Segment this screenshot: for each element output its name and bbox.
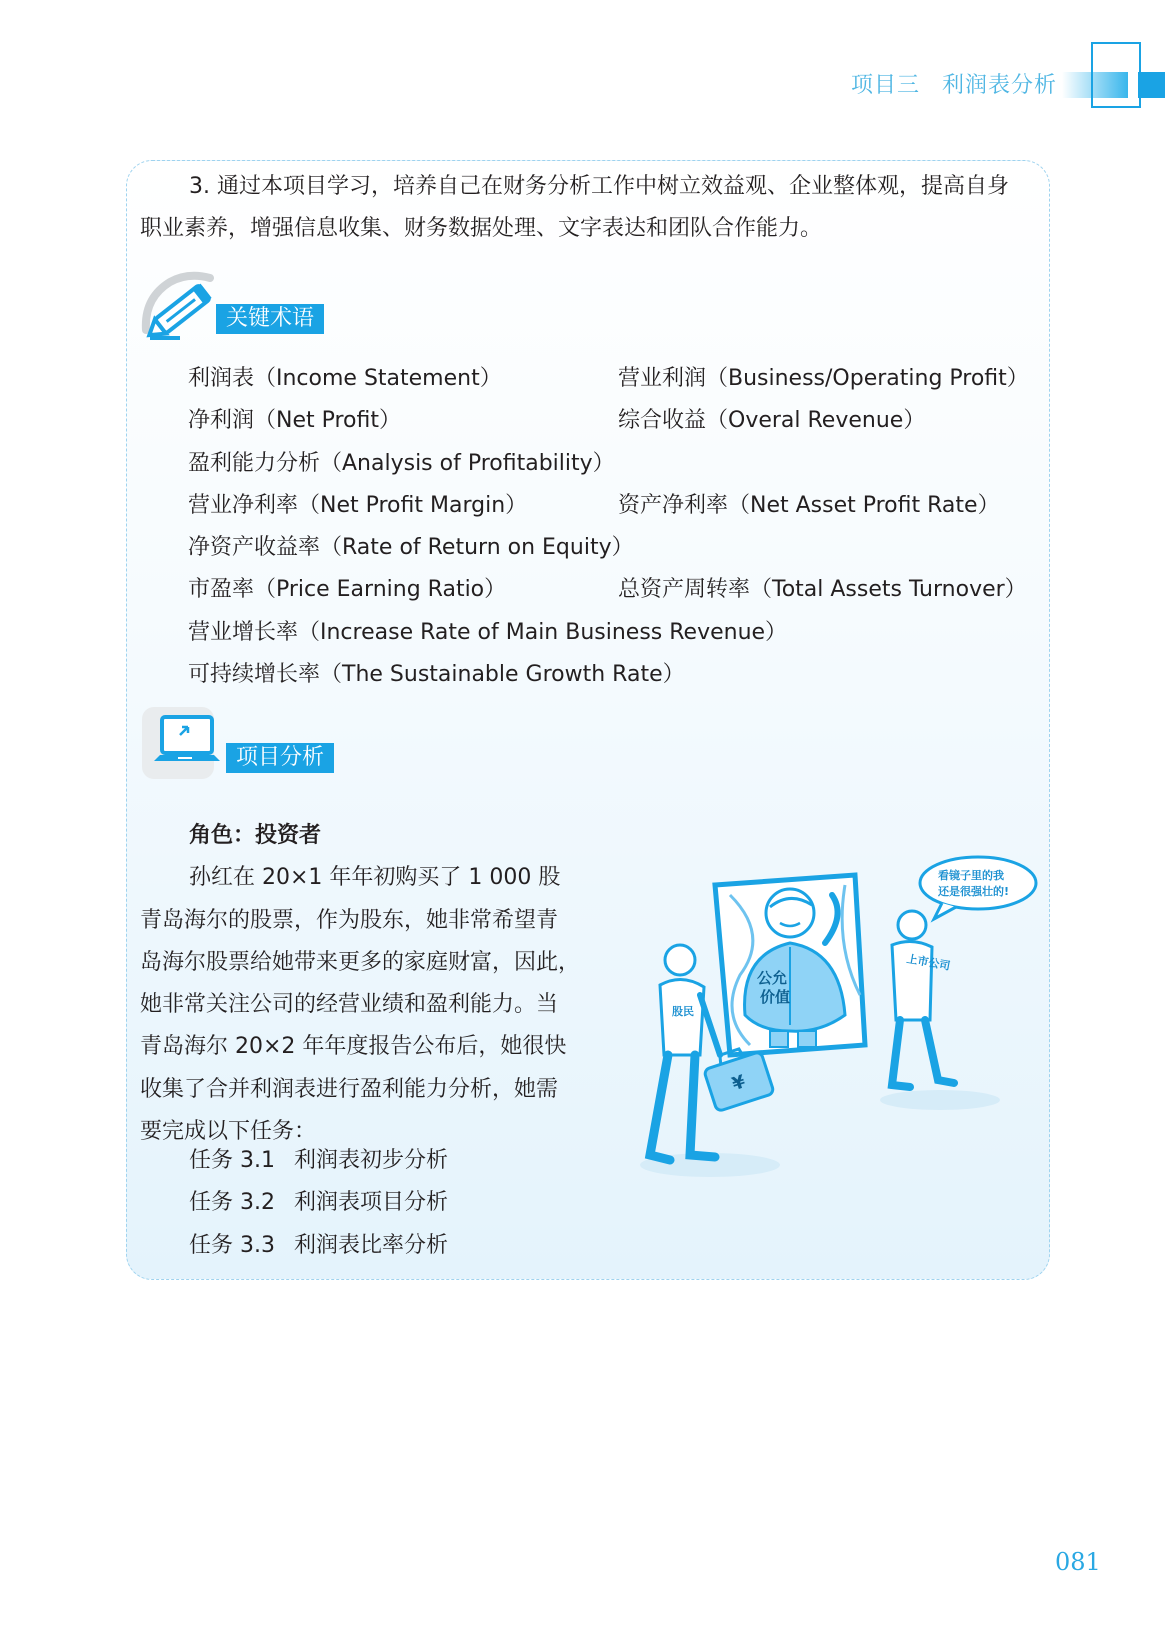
term-row bbox=[188, 612, 1048, 654]
task-number: 任务 3.3 bbox=[189, 1232, 275, 1258]
task-number: 任务 3.1 bbox=[189, 1148, 275, 1173]
laptop-icon bbox=[140, 705, 230, 785]
term: 营业利润（Business/Operating Profit） bbox=[618, 366, 1029, 391]
term: 资产净利率（Net Asset Profit Rate） bbox=[618, 492, 1000, 518]
header-project: 项目三 bbox=[850, 73, 920, 98]
term: 总资产周转率（Total Assets Turnover） bbox=[618, 577, 1027, 603]
story-line: 她非常关注公司的经营业绩和盈利能力。当 bbox=[140, 992, 559, 1018]
running-header bbox=[851, 68, 1057, 99]
mirror bbox=[715, 875, 865, 1055]
task-number: 任务 3.2 bbox=[189, 1190, 275, 1216]
story-line: 青岛海尔的股票，作为股东，她非常希望青 bbox=[140, 907, 559, 933]
mirror-text-2: 价值 bbox=[760, 988, 791, 1006]
yuan-symbol: ¥ bbox=[729, 1071, 748, 1096]
task-name: 利润表项目分析 bbox=[294, 1190, 449, 1216]
story-line: 要完成以下任务： bbox=[140, 1119, 317, 1145]
term-row bbox=[188, 485, 1048, 527]
analysis-label: 项目分析 bbox=[226, 743, 334, 773]
bubble-line-2: 还是很强壮的! bbox=[938, 885, 1010, 898]
investor-back-text: 股民 bbox=[672, 1005, 694, 1018]
key-terms-label: 关键术语 bbox=[216, 304, 324, 334]
company-back-text: 上市公司 bbox=[905, 952, 952, 973]
term-row bbox=[188, 400, 1048, 442]
speech-bubble bbox=[920, 857, 1036, 919]
term-row bbox=[188, 443, 1048, 485]
key-terms-list bbox=[188, 358, 1048, 696]
term-row bbox=[188, 358, 1048, 400]
story-line: 青岛海尔 20×2 年年度报告公布后，她很快 bbox=[140, 1034, 567, 1060]
task-name: 利润表比率分析 bbox=[294, 1232, 449, 1258]
bubble-line-1: 看镜子里的我 bbox=[938, 869, 1004, 882]
term-row bbox=[188, 527, 1048, 569]
investor-cartoon bbox=[620, 855, 1040, 1185]
task-item bbox=[189, 1225, 448, 1267]
story-line: 岛海尔股票给她带来更多的家庭财富，因此， bbox=[140, 949, 581, 975]
story-line: 收集了合并利润表进行盈利能力分析，她需 bbox=[140, 1076, 559, 1102]
term: 综合收益（Overal Revenue） bbox=[618, 408, 926, 434]
case-story bbox=[140, 815, 590, 1153]
task-item bbox=[189, 1140, 448, 1182]
task-item bbox=[189, 1182, 448, 1224]
term: 营业净利率（Net Profit Margin） bbox=[188, 492, 528, 518]
term: 利润表（Income Statement） bbox=[188, 366, 502, 391]
role-line: 角色：投资者 bbox=[189, 823, 322, 848]
page-number: 081 bbox=[1055, 1548, 1101, 1576]
key-terms-heading bbox=[140, 268, 340, 348]
term: 盈利能力分析（Analysis of Profitability） bbox=[188, 450, 615, 476]
term: 可持续增长率（The Sustainable Growth Rate） bbox=[188, 662, 685, 688]
header-tab bbox=[1138, 72, 1165, 98]
task-list bbox=[189, 1140, 448, 1267]
term-row bbox=[188, 654, 1048, 696]
intro-line-1: 3. 通过本项目学习，培养自己在财务分析工作中树立效益观、企业整体观，提高自身 bbox=[189, 174, 1009, 199]
analysis-heading bbox=[140, 705, 360, 785]
task-name: 利润表初步分析 bbox=[294, 1148, 449, 1173]
intro-line-2: 职业素养，增强信息收集、财务数据处理、文字表达和团队合作能力。 bbox=[140, 216, 823, 241]
company-figure bbox=[892, 911, 954, 1087]
term: 净利润（Net Profit） bbox=[188, 408, 401, 434]
term-row bbox=[188, 569, 1048, 611]
header-frame bbox=[1091, 42, 1141, 108]
story-line: 孙红在 20×1 年年初购买了 1 000 股 bbox=[189, 865, 561, 891]
term: 市盈率（Price Earning Ratio） bbox=[188, 577, 507, 603]
term: 净资产收益率（Rate of Return on Equity） bbox=[188, 535, 634, 561]
header-chapter: 利润表分析 bbox=[941, 73, 1057, 98]
mirror-text-1: 公允 bbox=[757, 969, 788, 987]
term: 营业增长率（Increase Rate of Main Business Revenue） bbox=[188, 619, 788, 645]
